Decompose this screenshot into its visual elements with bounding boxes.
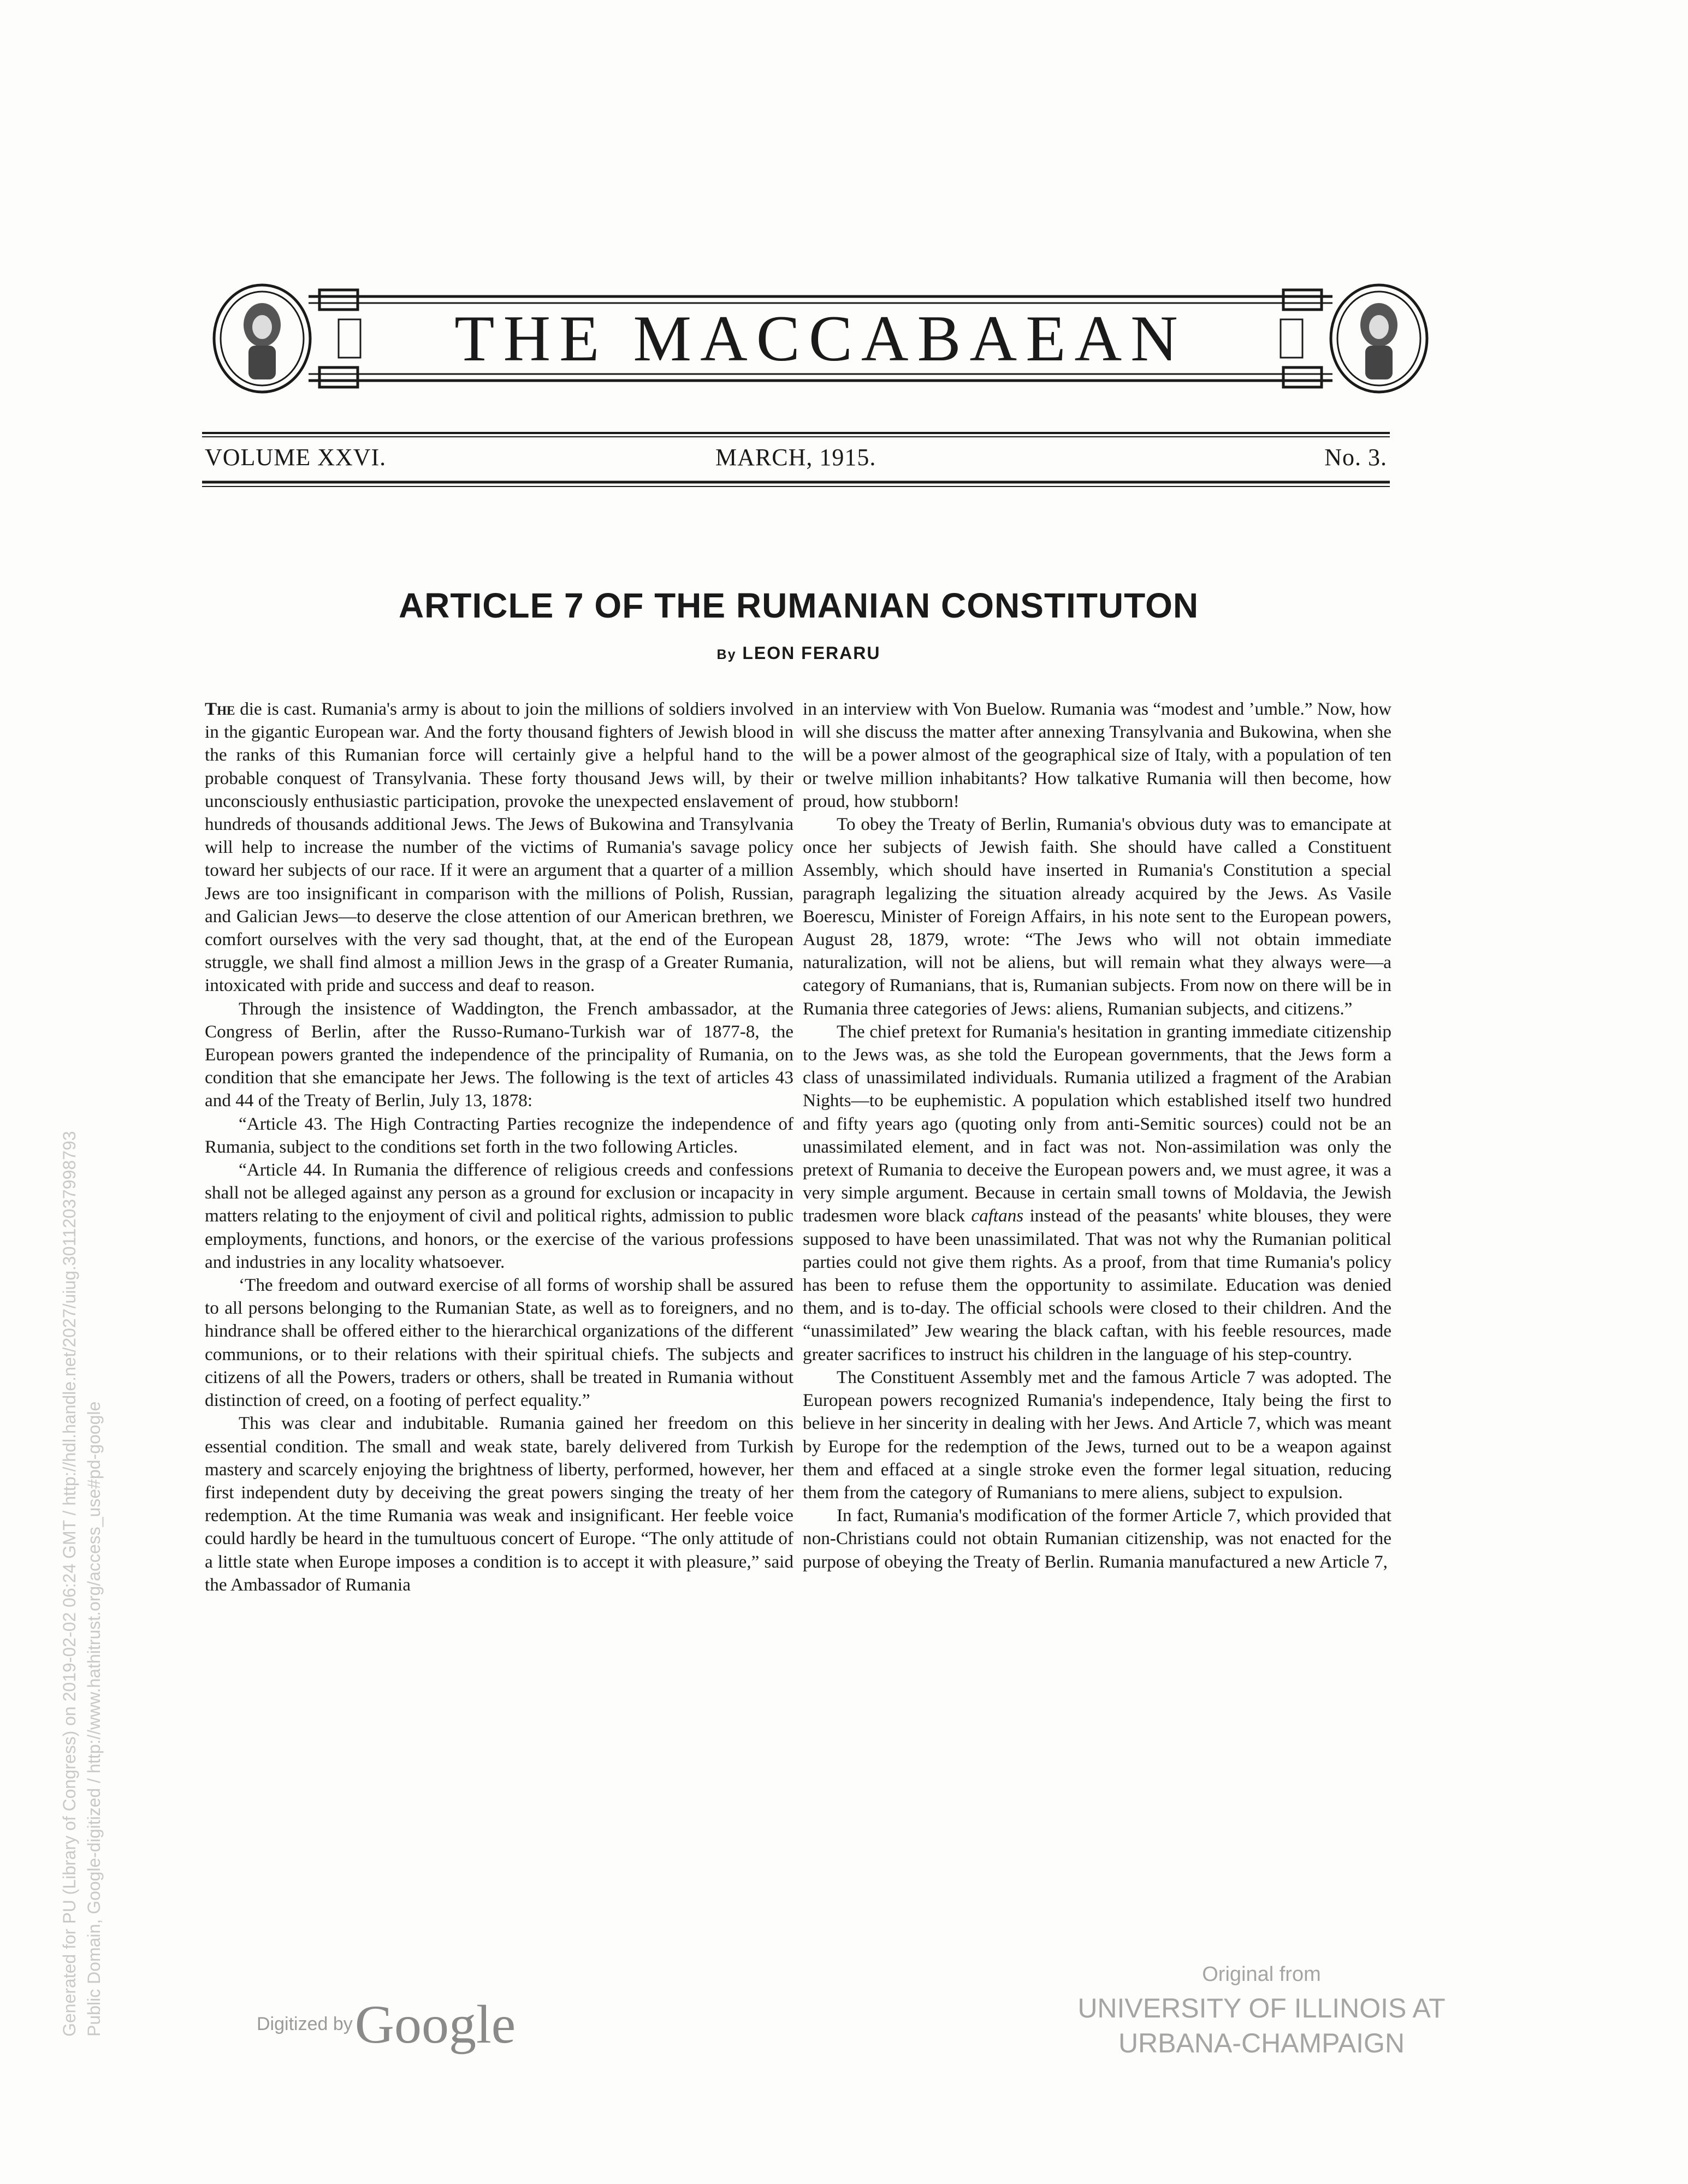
paragraph: The Constituent Assembly met and the famous Article 7 was adopted. The European powers recognized Rumania's independence, Italy being the first to believe in her sincerity in dealing with her Jews. And Article 7, which was meant by Europe for the redemption of the Jews, turned out to be a weapon against them and effaced at a single stroke even the former legal situation, reducing them from the category of Rumanians to mere aliens, subject to expulsion.	[803, 1367, 1391, 1503]
paragraph: To obey the Treaty of Berlin, Rumania's obvious duty was to emancipate at once her subjects of Jewish faith. She should have called a Constituent Assembly, which should have inserted in Rumania's Constitution a special paragraph legalizing the situation already acquired by the Jews. As Vasile Boerescu, Minister of Foreign Affairs, in his note sent to the European powers, August 28, 1879, wrote: “The Jews who will not obtain immediate naturalization, will not be aliens, but will remain what they always were—a category of Rumanians, that is, Rumanian subjects. From now on there will be in Rumania three categories of Jews: aliens, Rumanian subjects, and citizens.”	[803, 814, 1391, 1019]
paragraph-article-44: “Article 44. In Rumania the difference of religious creeds and confessions shall not be alleged against any person as a ground for exclusion or incapacity in matters relating to the enjoyment of civil and political rights, admission to public employments, functions, and honors, or the exercise of the various professions and industries in any locality whatsoever.	[205, 1160, 793, 1272]
paragraph-article-43: “Article 43. The High Contracting Parties recognize the independence of Rumania, subject to the conditions set forth in the two following Articles.	[205, 1113, 793, 1157]
italic-term: caftans	[971, 1206, 1024, 1226]
masthead-banner	[210, 281, 1431, 396]
bottom-rule	[202, 480, 1390, 488]
article-column-left	[205, 698, 793, 1597]
author-name: LEON FERARU	[742, 643, 881, 663]
digitized-by-mark	[257, 1993, 516, 2053]
drop-lead: The	[205, 699, 235, 719]
university-name-line1: UNIVERSITY OF ILLINOIS AT	[1077, 1993, 1446, 2023]
stamp-line: Generated for PU (Library of Congress) on 2019-02-02 06:24 GMT / http://hdl.handle.net/2027/uiug.30112037998793	[60, 1131, 79, 2037]
paragraph	[803, 1020, 1391, 1366]
byline-prefix: By	[716, 647, 737, 662]
paragraph: Through the insistence of Waddington, the French ambassador, at the Congress of Berlin, after the Russo-Rumano-Turkish war of 1877-8, the European powers granted the independence of the principality of Rumania, on condition that she emancipate her Jews. The following is the text of articles 43 and 44 of the Treaty of Berlin, July 13, 1878:	[205, 998, 793, 1111]
paragraph-text: instead of the peasants' white blouses, they were supposed to have been unassimilated. That was not why the Rumanian political parties could not give them rights. As a proof, from that time Rumania's policy has been to refuse them the opportunity to assimilate. Education was denied them, and is to-day. The official schools were closed to their children. And the “unassimilated” Jew wearing the black caftan, with his feeble resources, made greater sacrifices to instruct his children in the language of his step-country.	[803, 1206, 1392, 1364]
original-source-note	[1038, 1963, 1485, 2061]
paragraph: This was clear and indubitable. Rumania gained her freedom on this essential condition. The small and weak state, barely delivered from Turkish mastery and scarcely enjoying the brightness of liberty, performed, however, her first independent duty by deceiving the great powers singing the treaty of her redemption. At the time Rumania was weak and insignificant. Her feeble voice could hardly be heard in the tumultuous concert of Europe. “The only attitude of a little state when Europe imposes a condition is to accept it with pleasure,” said the Ambassador of Rumania	[205, 1413, 793, 1595]
issue-number: No. 3.	[1324, 444, 1387, 471]
magazine-title: THE MACCABAEAN	[454, 302, 1187, 375]
byline	[208, 643, 1390, 663]
volume-label: VOLUME XXVI.	[205, 444, 387, 471]
top-rule	[202, 431, 1390, 438]
stamp-line: Public Domain, Google-digitized / http://www.hathitrust.org/access_use#pd-google	[84, 1401, 104, 2037]
paragraph: ‘The freedom and outward exercise of all forms of worship shall be assured to all persons belonging to the Rumanian State, as well as to foreigners, and no hindrance shall be offered either to the hierarchical organizations of the different communions, or to their relations with their spiritual chiefs. The subjects and citizens of all the Powers, traders or others, shall be treated in Rumania without distinction of creed, on a footing of perfect equality.”	[205, 1275, 793, 1411]
digitized-by-label: Digitized by	[257, 2014, 353, 2034]
article-column-right	[803, 698, 1391, 1574]
issue-date: MARCH, 1915.	[715, 444, 876, 471]
paragraph	[205, 698, 793, 998]
original-from-label: Original from	[1202, 1963, 1321, 1986]
university-name-line2: URBANA-CHAMPAIGN	[1118, 2028, 1405, 2058]
paragraph-text: die is cast. Rumania's army is about to join the millions of soldiers involved in the gigantic European war. And the forty thousand fighters of Jewish blood in the ranks of this Rumanian force will certainly give a helpful hand to the probable conquest of Transylvania. These forty thousand Jews will, by their unconsciously enthusiastic participation, provoke the unexpected enslavement of hundreds of thousands additional Jews. The Jews of Bukowina and Transylvania will help to increase the number of the victims of Rumania's savage policy toward her subjects of our race. If it were an argument that a quarter of a million Jews are too insignificant in comparison with the millions of Polish, Russian, and Galician Jews—to deserve the close attention of our American brethren, we comfort ourselves with the very sad thought, that, at the end of the European struggle, we shall find almost a million Jews in the grasp of a Greater Rumania, intoxicated with pride and success and deaf to reason.	[205, 699, 793, 996]
article-title: ARTICLE 7 OF THE RUMANIAN CONSTITUTON	[398, 586, 1199, 625]
issue-info	[205, 443, 1387, 482]
paragraph: In fact, Rumania's modification of the former Article 7, which provided that non-Christians could not obtain Rumanian citizenship, was not enacted for the purpose of obeying the Treaty of Berlin. Rumania manufactured a new Article 7,	[803, 1505, 1391, 1572]
google-logo: Google	[354, 1994, 516, 2055]
hathitrust-side-stamp	[57, 863, 117, 2037]
paragraph-text: The chief pretext for Rumania's hesitation in granting immediate citizenship to the Jews was, as she told the European governments, that the Jews form a class of unassimilated individuals. Rumania utilized a fragment of the Arabian Nights—to be euphemistic. A population which established itself two hundred and fifty years ago (quoting only from anti-Semitic sources) could not be an unassimilated element, and in fact was not. Non-assimilation was only the pretext of Rumania to deceive the European powers and, we must agree, it was a very simple argument. Because in certain small towns of Moldavia, the Jewish tradesmen wore black	[803, 1021, 1391, 1226]
paragraph: in an interview with Von Buelow. Rumania was “modest and ’umble.” Now, how will she discuss the matter after annexing Transylvania and Bukowina, when she will be a power almost of the geographical size of Italy, with a population of ten or twelve million inhabitants? How talkative Rumania will then become, how proud, how stubborn!	[803, 699, 1391, 811]
